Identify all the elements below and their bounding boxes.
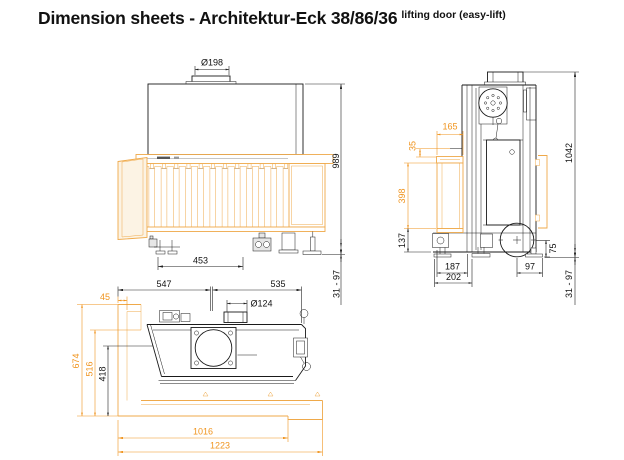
dim-plan-flue-diameter: Ø124 bbox=[250, 298, 273, 309]
page-title-main: Dimension sheets - Architektur-Eck 38/86/36 bbox=[38, 8, 398, 28]
dim-plan-inner-width: 1016 bbox=[192, 426, 214, 437]
plan-view bbox=[71, 279, 323, 456]
dim-plan-width-right: 535 bbox=[270, 279, 286, 289]
dim-plan-overall-width: 1223 bbox=[209, 440, 231, 451]
counterweight-panel bbox=[487, 140, 521, 225]
slat-grille bbox=[141, 164, 288, 227]
flue-collar bbox=[192, 76, 230, 82]
dim-plan-overall-depth: 674 bbox=[71, 353, 81, 369]
right-side-panel bbox=[289, 164, 325, 228]
dim-side-overall-height: 1042 bbox=[564, 142, 574, 164]
dim-side-plinth-height: 137 bbox=[397, 232, 407, 249]
flue-pipe-stub bbox=[224, 312, 247, 323]
dim-front-overall-height: 989 bbox=[331, 153, 341, 169]
dim-plan-body-depth: 418 bbox=[97, 366, 108, 382]
lift-mechanism bbox=[253, 233, 271, 251]
front-view bbox=[118, 58, 345, 306]
dim-side-foot-range: 31 - 97 bbox=[564, 269, 574, 299]
dim-side-top-gap: 35 bbox=[407, 140, 418, 152]
dim-side-glass-height: 398 bbox=[397, 188, 407, 204]
guide-rail-hatch bbox=[527, 88, 537, 120]
door-glass-profile bbox=[437, 163, 463, 229]
hood-body bbox=[148, 84, 303, 155]
corner-glass-panel bbox=[118, 158, 147, 240]
firebox-body-top bbox=[147, 310, 311, 384]
dim-side-rear-foot-offset: 97 bbox=[524, 261, 536, 272]
dim-side-duct-offset: 75 bbox=[548, 243, 558, 254]
dim-front-foot-range: 31 - 97 bbox=[331, 269, 342, 299]
dim-side-depth-frame: 202 bbox=[445, 272, 462, 282]
dim-plan-inner-depth: 516 bbox=[84, 361, 95, 377]
dim-side-depth-front: 187 bbox=[444, 261, 461, 272]
dim-front-collar-diameter: Ø198 bbox=[200, 57, 224, 68]
page-title-suffix: lifting door (easy-lift) bbox=[401, 9, 506, 21]
side-view bbox=[397, 72, 579, 305]
dim-front-foot-spacing: 453 bbox=[192, 255, 209, 266]
easy-lift-pulley bbox=[479, 87, 507, 142]
dim-side-door-depth: 165 bbox=[442, 121, 458, 132]
dim-plan-width-left: 547 bbox=[156, 279, 172, 289]
dim-plan-wall-offset: 45 bbox=[99, 292, 111, 302]
